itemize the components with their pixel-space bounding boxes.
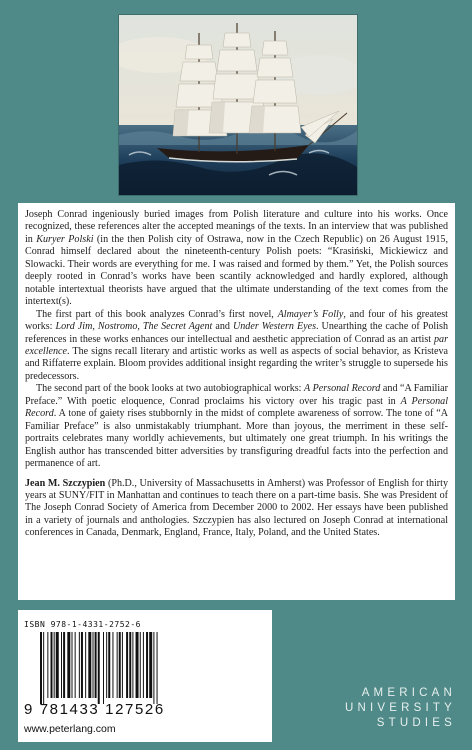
- text-run: . The signs recall literary and artistic works as well as aspects of social behavior, as Kristeva and Riffaterre explain. Bloom provides additional insight regarding the writer’s struggle to supersede his predecessors.: [25, 345, 448, 382]
- text-run: and “A Familiar Preface.” With poetic eloquence, Conrad proclaims his victory over his tragic past in: [25, 383, 449, 407]
- series-line-3: STUDIES: [376, 717, 456, 729]
- text-run: The second part of the book looks at two autobiographical works:: [36, 383, 305, 395]
- text-run: and: [212, 321, 233, 333]
- description-paragraph-2: [25, 309, 448, 384]
- author-bio-text: (Ph.D., University of Massachusetts in Amherst) was Professor of English for thirty years at SUNY/FIT in Manhattan and continues to teach there on a part-time basis. She was President of The Joseph Conrad Society of America from December 2000 to 2002. Her essays have been published in a variety of journals and anthologies. Szczypien has also lectured on Joseph Conrad at international conferences in Canada, Denmark, England, France, Italy, Poland, and the United States.: [25, 477, 449, 539]
- book-title: Under Western Eyes: [232, 321, 316, 333]
- book-title: Almayer’s Folly: [277, 308, 344, 320]
- book-title: A Personal Record: [25, 395, 448, 420]
- isbn-label: ISBN 978-1-4331-2752-6: [24, 620, 141, 629]
- author-name: Jean M. Szczypien: [25, 477, 106, 489]
- series-line-1: AMERICAN: [361, 687, 456, 699]
- publication-title: Kuryer Polski: [36, 233, 94, 245]
- text-run: Joseph Conrad ingeniously buried images from Polish literature and culture into his works. Once recognized, these references alter the accepted meanings of the texts. In an interview that was published in: [25, 209, 448, 245]
- publisher-website: www.peterlang.com: [24, 723, 116, 735]
- text-run: The first part of this book analyzes Conrad’s first novel,: [36, 308, 278, 320]
- text-run: , and four of his greatest works:: [25, 308, 448, 333]
- description-paragraph-1: [25, 209, 448, 309]
- text-run: . A tone of gaiety rises stubbornly in the midst of complete awareness of sorrow. The tone of “A Familiar Preface” is also unmistakably triumphant. More than joyous, the merriment in these self-portraits celebrates many worldly achievements, but ultimately one great triumph. In his writings the English author has transcended bitter adversities by transfiguring dreadful facts into the perfection and permanence of art.: [25, 408, 448, 470]
- book-title: Lord Jim, Nostromo, The Secret Agent: [55, 321, 213, 333]
- description-paragraph-3: [25, 383, 448, 470]
- book-title: A Personal Record: [304, 383, 381, 395]
- author-bio: [25, 478, 448, 540]
- text-run: (in the then Polish city of Ostrawa, now in the Czech Republic) on 26 August 1915, Conrad himself declared about the nineteenth-century Polish poets: “Krasiński, Mickiewicz and Slowacki. Their words are everything for me. I was raised and formed by them.” Yet, the Polish sources deeply rooted in Conrad’s works have been scantily acknowledged and hardly explored, although notable intertextual theorists have argued that the ultimate understanding of the text comes from the intertext(s).: [25, 233, 448, 308]
- barcode-box: [18, 610, 272, 742]
- emphasis: par excellence: [25, 333, 448, 357]
- back-cover-description: [18, 203, 455, 600]
- barcode-digits: 9 781433 127526: [24, 701, 165, 718]
- sailing-ship-painting: [118, 14, 358, 196]
- text-run: . Unearthing the cache of Polish references in these works enhances our intellectual and aesthetic appreciation of Conrad as an artist: [25, 321, 449, 345]
- series-name: [306, 686, 456, 731]
- series-line-2: UNIVERSITY: [344, 702, 456, 714]
